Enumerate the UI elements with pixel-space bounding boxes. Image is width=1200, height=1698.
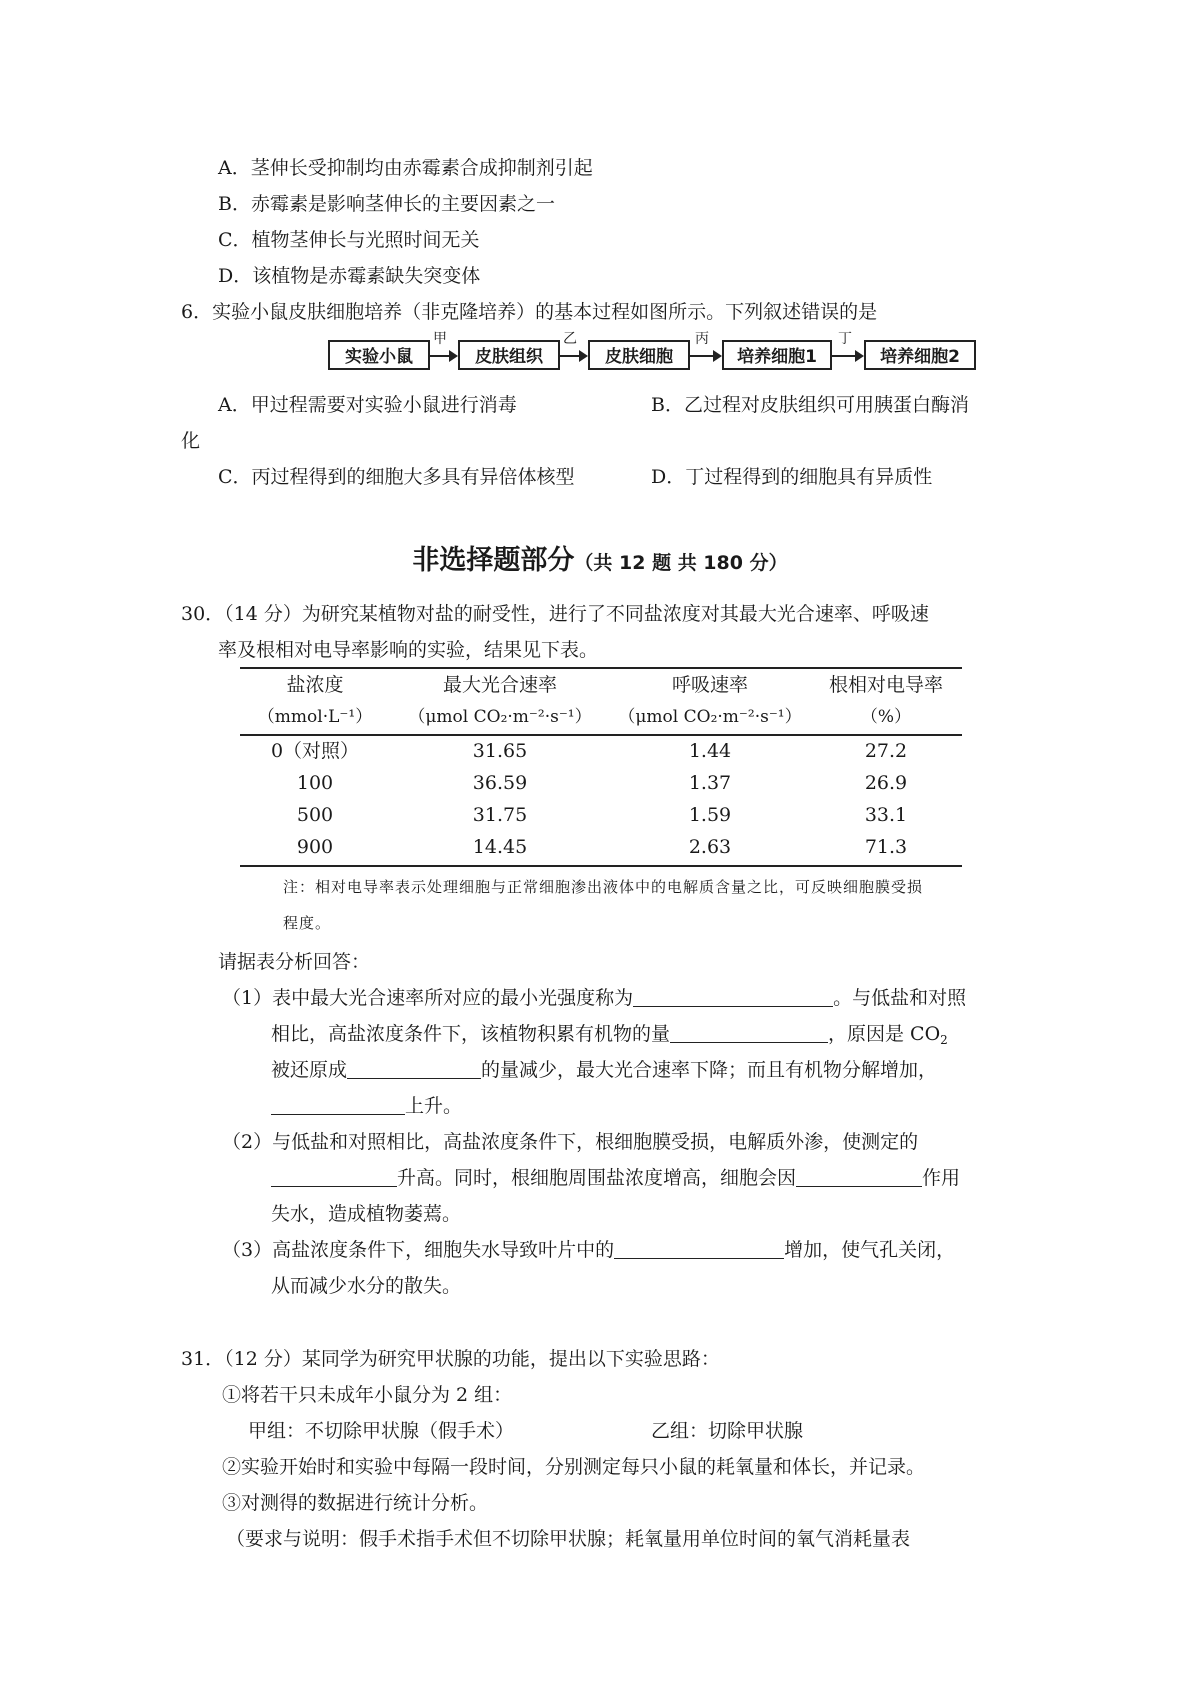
- q6-option-a: A．甲过程需要对实验小鼠进行消毒: [218, 394, 517, 416]
- flow-box-cells: 皮肤细胞: [588, 340, 690, 370]
- q30-part2-text: 升高。同时，根细胞周围盐浓度增高，细胞会因: [397, 1167, 797, 1189]
- flow-box-culture-2: 培养细胞2: [864, 340, 976, 370]
- answer-blank: [614, 1238, 784, 1259]
- answer-blank: [796, 1166, 922, 1187]
- table-note-line1: 注：相对电导率表示处理细胞与正常细胞渗出液体中的电解质含量之比，可反映细胞膜受损: [283, 878, 924, 896]
- q6-option-b: B．乙过程对皮肤组织可用胰蛋白酶消: [651, 394, 969, 416]
- q30-part3-text: 增加，使气孔关闭，: [784, 1239, 956, 1261]
- q30-part2-line1: （2）与低盐和对照相比，高盐浓度条件下，根细胞膜受损，电解质外渗，使测定的: [222, 1131, 919, 1153]
- answer-blank: [670, 1022, 828, 1043]
- q31-step1: ①将若干只未成年小鼠分为 2 组：: [222, 1384, 513, 1406]
- q30-part1-line4: [271, 1092, 462, 1120]
- table-cell: 1.44: [688, 740, 732, 762]
- flow-box-mouse: 实验小鼠: [328, 340, 430, 370]
- q31-group-a: 甲组：不切除甲状腺（假手术）: [248, 1420, 515, 1442]
- answer-blank: [347, 1058, 481, 1079]
- flow-step-label: 乙: [563, 331, 577, 347]
- table-header-rule: [240, 734, 962, 736]
- section-heading: [0, 538, 1200, 577]
- table-cell: 0（对照）: [270, 740, 360, 762]
- table-cell: 900: [296, 836, 334, 858]
- table-cell: 33.1: [864, 804, 908, 826]
- q30-part1-text: 。与低盐和对照: [833, 987, 967, 1009]
- table-cell: 71.3: [864, 836, 908, 858]
- q31-step3: ③对测得的数据进行统计分析。: [222, 1492, 489, 1514]
- q30-part1-text: 上升。: [405, 1095, 463, 1117]
- q30-part1-line3: [271, 1056, 937, 1084]
- q30-part3-line2: 从而减少水分的散失。: [271, 1275, 462, 1297]
- q6-option-b-wrap: 化: [181, 430, 201, 452]
- table-cell: 14.45: [472, 836, 528, 858]
- table-header: 根相对电导率: [828, 674, 943, 696]
- table-top-rule: [240, 667, 962, 669]
- flow-step-label: 丙: [695, 331, 709, 347]
- q30-part1-text: 被还原成: [271, 1059, 348, 1081]
- table-cell: 1.37: [688, 772, 732, 794]
- section-subtitle: （共 12 题 共 180 分）: [574, 552, 788, 574]
- q30-part2-line3: 失水，造成植物萎蔫。: [271, 1203, 462, 1225]
- q30-part1-text: ，原因是 CO: [828, 1023, 941, 1045]
- co2-subscript: 2: [940, 1033, 948, 1047]
- q30-part3-text: （3）高盐浓度条件下，细胞失水导致叶片中的: [222, 1239, 615, 1261]
- q30-part1-text: 相比，高盐浓度条件下，该植物积累有机物的量: [271, 1023, 671, 1045]
- table-cell: 31.65: [472, 740, 528, 762]
- q30-part2-text: 作用: [922, 1167, 961, 1189]
- q31-intro: 31．（12 分）某同学为研究甲状腺的功能，提出以下实验思路：: [181, 1348, 720, 1370]
- table-cell: 1.59: [688, 804, 732, 826]
- table-cell: 31.75: [472, 804, 528, 826]
- table-bottom-rule: [240, 865, 962, 867]
- flow-arrow: [430, 355, 456, 357]
- q6-option-d: D．丁过程得到的细胞具有异质性: [651, 466, 933, 488]
- q31-step2: ②实验开始时和实验中每隔一段时间，分别测定每只小鼠的耗氧量和体长，并记录。: [222, 1456, 926, 1478]
- answer-blank: [271, 1094, 405, 1115]
- table-header: 最大光合速率: [442, 674, 557, 696]
- q5-option-c: C．植物茎伸长与光照时间无关: [218, 229, 480, 251]
- q6-stem: 6．实验小鼠皮肤细胞培养（非克隆培养）的基本过程如图所示。下列叙述错误的是: [181, 301, 878, 323]
- flow-arrow: [560, 355, 586, 357]
- table-header: 呼吸速率: [671, 674, 748, 696]
- table-note-line2: 程度。: [283, 914, 332, 932]
- flow-arrow: [832, 355, 862, 357]
- flow-step-label: 甲: [433, 331, 447, 347]
- q30-intro-line2: 率及根相对电导率影响的实验，结果见下表。: [218, 639, 599, 661]
- table-cell: 500: [296, 804, 334, 826]
- table-unit: （μmol CO₂·m⁻²·s⁻¹）: [618, 707, 802, 727]
- q6-option-c: C．丙过程得到的细胞大多具有异倍体核型: [218, 466, 575, 488]
- q5-option-d: D．该植物是赤霉素缺失突变体: [218, 265, 481, 287]
- q31-note: （要求与说明：假手术指手术但不切除甲状腺；耗氧量用单位时间的氧气消耗量表: [226, 1528, 911, 1550]
- q30-part2-line2: [271, 1164, 960, 1192]
- flow-box-culture-1: 培养细胞1: [722, 340, 832, 370]
- q30-intro-line1: 30．（14 分）为研究某植物对盐的耐受性，进行了不同盐浓度对其最大光合速率、呼吸速: [181, 603, 929, 625]
- table-cell: 100: [296, 772, 334, 794]
- q30-part3-line1: [222, 1236, 955, 1264]
- table-unit: （μmol CO₂·m⁻²·s⁻¹）: [408, 707, 592, 727]
- flow-arrow: [690, 355, 720, 357]
- flow-step-label: 丁: [838, 331, 852, 347]
- table-cell: 26.9: [864, 772, 908, 794]
- q30-part1-line1: [222, 984, 966, 1012]
- table-cell: 27.2: [864, 740, 908, 762]
- q31-group-b: 乙组：切除甲状腺: [651, 1420, 804, 1442]
- q30-part1-text: （1）表中最大光合速率所对应的最小光强度称为: [222, 987, 634, 1009]
- table-unit: （%）: [860, 707, 912, 727]
- q30-part1-line2: [271, 1020, 948, 1054]
- q30-prompt: 请据表分析回答：: [218, 951, 371, 973]
- table-header: 盐浓度: [286, 674, 344, 696]
- table-cell: 2.63: [688, 836, 732, 858]
- answer-blank: [271, 1166, 397, 1187]
- flow-box-tissue: 皮肤组织: [458, 340, 560, 370]
- q5-option-b: B．赤霉素是影响茎伸长的主要因素之一: [218, 193, 555, 215]
- table-unit: （mmol·L⁻¹）: [257, 707, 373, 727]
- q5-option-a: A．茎伸长受抑制均由赤霉素合成抑制剂引起: [218, 157, 593, 179]
- q30-part1-text: 的量减少，最大光合速率下降；而且有机物分解增加，: [481, 1059, 938, 1081]
- table-cell: 36.59: [472, 772, 528, 794]
- section-title: 非选择题部分: [412, 545, 575, 576]
- answer-blank: [633, 986, 833, 1007]
